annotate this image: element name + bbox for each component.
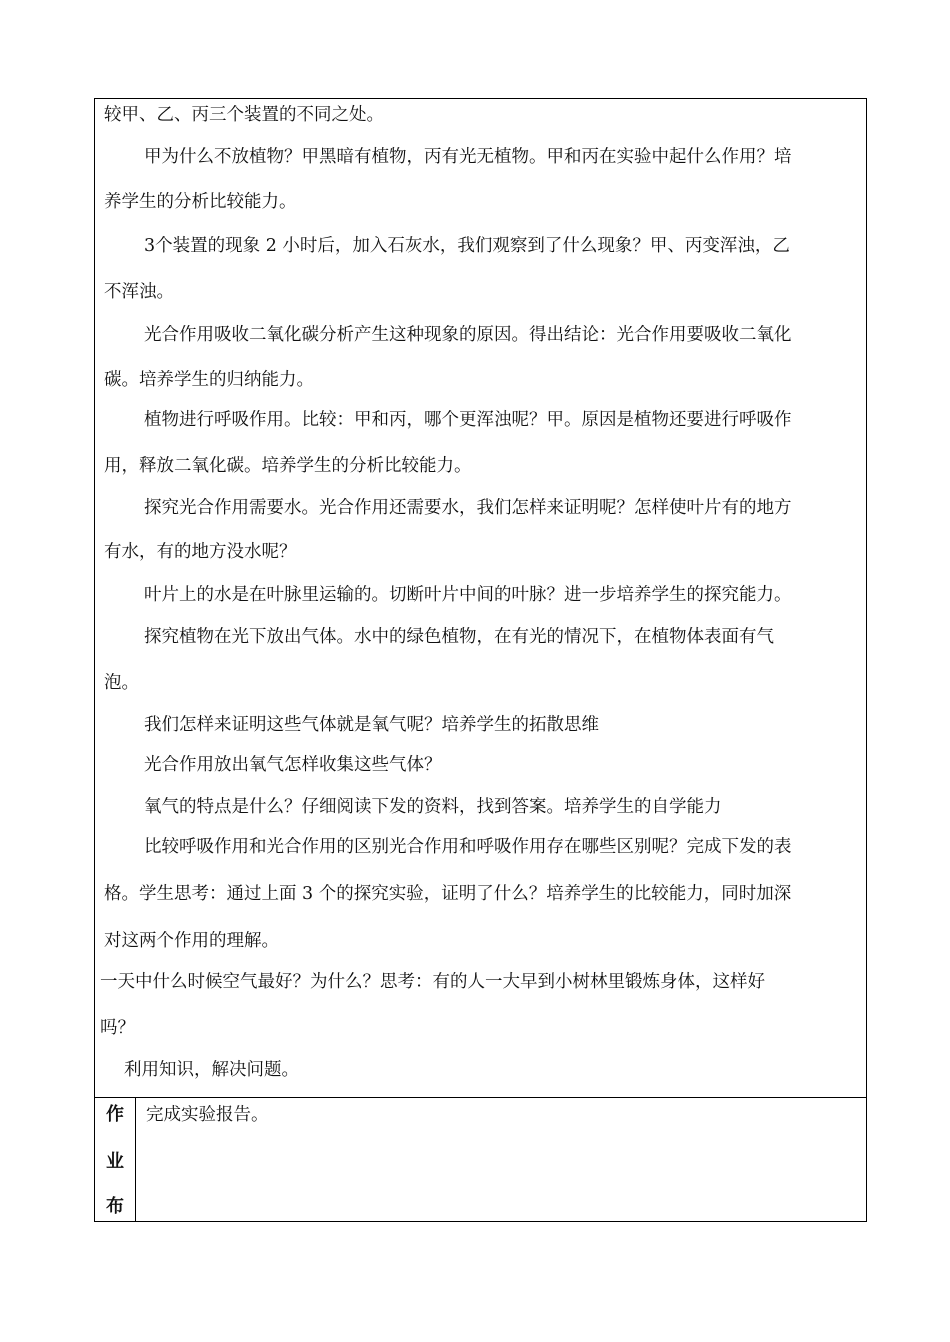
paragraph-line: 吗？ xyxy=(100,1018,135,1038)
paragraph-line: 探究植物在光下放出气体。水中的绿色植物，在有光的情况下，在植物体表面有气 xyxy=(144,627,774,647)
paragraph-line: 一天中什么时候空气最好？为什么？思考：有的人一大早到小树林里锻炼身体，这样好 xyxy=(100,972,765,992)
table-column-divider xyxy=(135,1097,136,1222)
paragraph-line: 光合作用放出氧气怎样收集这些气体？ xyxy=(144,755,442,775)
paragraph-line: 碳。培养学生的归纳能力。 xyxy=(104,370,314,390)
table-border-bottom xyxy=(94,1221,867,1222)
paragraph-line: 氧气的特点是什么？仔细阅读下发的资料，找到答案。培养学生的自学能力 xyxy=(144,797,722,817)
table-border-right xyxy=(866,98,867,1222)
paragraph-line: 泡。 xyxy=(104,673,139,693)
paragraph-line: 养学生的分析比较能力。 xyxy=(104,192,297,212)
paragraph-line: 有水，有的地方没水呢？ xyxy=(104,542,297,562)
paragraph-line: 不浑浊。 xyxy=(104,282,174,302)
paragraph-line: 对这两个作用的理解。 xyxy=(104,931,279,951)
paragraph-line: 用，释放二氧化碳。培养学生的分析比较能力。 xyxy=(104,456,472,476)
paragraph-line: 比较呼吸作用和光合作用的区别光合作用和呼吸作用存在哪些区别呢？完成下发的表 xyxy=(144,837,792,857)
paragraph-line: 探究光合作用需要水。光合作用还需要水，我们怎样来证明呢？怎样使叶片有的地方 xyxy=(144,498,792,518)
paragraph-line: 甲为什么不放植物？甲黑暗有植物，丙有光无植物。甲和丙在实验中起什么作用？培 xyxy=(144,147,792,167)
homework-label-char: 作 xyxy=(106,1104,124,1125)
paragraph-line: 格。学生思考：通过上面 3 个的探究实验，证明了什么？培养学生的比较能力，同时加深 xyxy=(104,884,792,904)
paragraph-line: 叶片上的水是在叶脉里运输的。切断叶片中间的叶脉？进一步培养学生的探究能力。 xyxy=(144,585,792,605)
paragraph-line: 植物进行呼吸作用。比较：甲和丙，哪个更浑浊呢？甲。原因是植物还要进行呼吸作 xyxy=(144,410,792,430)
paragraph-line: 较甲、乙、丙三个装置的不同之处。 xyxy=(104,105,384,125)
homework-text: 完成实验报告。 xyxy=(146,1105,269,1125)
table-row-divider xyxy=(94,1097,867,1098)
paragraph-line: 3个装置的现象 2 小时后，加入石灰水，我们观察到了什么现象？甲、丙变浑浊，乙 xyxy=(144,236,790,256)
paragraph-line: 我们怎样来证明这些气体就是氧气呢？培养学生的拓散思维 xyxy=(144,715,599,735)
paragraph-line: 利用知识，解决问题。 xyxy=(124,1060,299,1080)
homework-label-char: 业 xyxy=(106,1151,124,1172)
table-border-left xyxy=(94,98,95,1222)
paragraph-line: 光合作用吸收二氧化碳分析产生这种现象的原因。得出结论：光合作用要吸收二氧化 xyxy=(144,325,792,345)
homework-label-char: 布 xyxy=(106,1196,124,1217)
table-border-top xyxy=(94,98,867,99)
